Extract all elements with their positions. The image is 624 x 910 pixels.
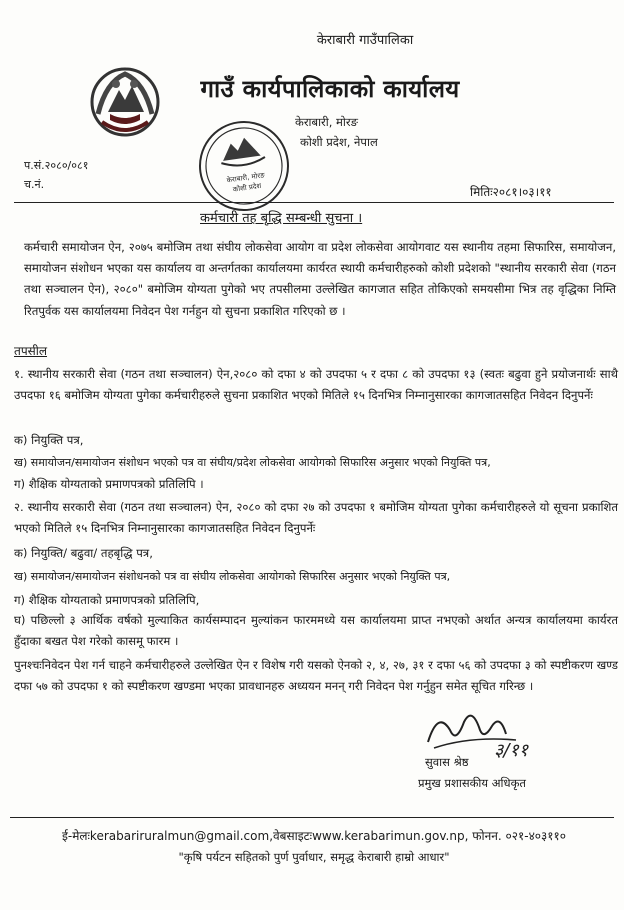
- section-1-item: ग) शैक्षिक योग्यताको प्रमाणपत्रको प्रतिलिपि ।: [14, 477, 204, 491]
- section-1-item: ख) समायोजन/समायोजन संशोधन भएको पत्र वा संघीय/प्रदेश लोकसेवा आयोगको सिफारिस अनुसार भएको नियुक्ति पत्र,: [14, 456, 491, 469]
- nepal-emblem-logo: [86, 62, 164, 140]
- signatory-title: प्रमुख प्रशासकीय अधिकृत: [418, 776, 526, 790]
- intro-paragraph: कर्मचारी समायोजन ऐन, २०७५ बमोजिम तथा संघीय लोकसेवा आयोग वा प्रदेश लोकसेवा आयोगवाट यस स्थानीय तहमा सिफारिस, समायोजन, समायोजन संशोधन भएका यस कार्यालय वा अन्तर्गतका कार्यालयमा कार्यरत स्थायी कर्मचारीहरुको कोशी प्रदेशको "स्थानीय सरकारी सेवा (गठन तथा सञ्चालन ऐन), २०८०" बमोजिम योग्यता पुगेको भए तपसीलमा उल्लेखित कागजात सहित तोकिएको समयसीमा भित्र तह वृद्धिका निम्ति रितपुर्वक यस कार्यालयमा निवेदन पेश गर्नहुन यो सुचना प्रकाशित गरिएको छ ।: [24, 240, 616, 318]
- address-line-1: केराबारी, मोरङ: [295, 115, 358, 129]
- section-2-item: घ) पछिल्लो ३ आर्थिक वर्षको मुल्याकित कार्यसम्पादन मुल्यांकन फारममध्ये यस कार्यालयमा प्राप्त नभएको अर्थात अन्यत्र कार्यालयमा कार्यरत हुँदाका बखत पेश गरेको कासमू फारम ।: [14, 613, 618, 649]
- section-2-item: ग) शैक्षिक योग्यताको प्रमाणपत्रको प्रतिलिपि,: [14, 593, 200, 607]
- svg-text:३/११: ३/११: [494, 740, 529, 760]
- svg-text:केराबारी, मोरङ: केराबारी, मोरङ: [226, 171, 266, 185]
- signature-image: [420, 700, 540, 760]
- office-stamp: [190, 112, 298, 220]
- municipality-name: केराबारी गाउँपालिका: [316, 33, 414, 48]
- section-2-item: क) नियुक्ति/ बढुवा/ तहबृद्धि पत्र,: [14, 546, 153, 560]
- footer-contact: ई-मेलःkerabariruralmun@gmail.com,वेबसाइटःwww.kerabarimun.gov.np, फोनन. ०२१-४०३११०: [61, 829, 567, 843]
- section-1-item: क) नियुक्ति पत्र,: [14, 433, 84, 447]
- section-2-text: २. स्थानीय सरकारी सेवा (गठन तथा सञ्चालन) ऐन, २०८० को दफा २७ को उपदफा १ बमोजिम योग्यता पुगेका कर्मचारीहरुले यो सूचना प्रकाशित भएको मितिले १५ दिनभित्र निम्नानुसारका कागजातसहित निवेदन दिनुपर्नेः: [14, 500, 618, 536]
- dispatch-number: च.नं.: [24, 178, 45, 191]
- details-heading: तपसील: [14, 344, 48, 358]
- office-title: गाउँ कार्यपालिकाको कार्यालय: [200, 75, 460, 103]
- signatory-name: सुवास श्रेष्ठ: [425, 755, 469, 769]
- footer-divider: [10, 817, 614, 818]
- address-line-2: कोशी प्रदेश, नेपाल: [300, 135, 378, 149]
- notice-subject: कर्मचारी तह बृद्धि सम्बन्धी सुचना ।: [200, 211, 363, 226]
- note-paragraph: पुनश्चःनिवेदन पेश गर्न चाहने कर्मचारीहरुले उल्लेखित ऐन र विशेष गरी यसको ऐनको २, ४, २७, ३१ र दफा ५६ को उपदफा ३ को स्पष्टीकरण खण्ड दफा ५७ को उपदफा १ को स्पष्टीकरण खण्डमा भएका प्रावधानहरु अध्ययन मनन् गरी निवेदन पेश गर्नुहुन समेत सूचित गरिन्छ ।: [14, 658, 618, 694]
- svg-text:कोशी प्रदेश: कोशी प्रदेश: [232, 181, 262, 194]
- letter-date: मितिः२०८१।०३।११: [470, 185, 552, 199]
- section-2-item: ख) समायोजन/समायोजन संशोधनको पत्र वा संघीय लोकसेवा आयोगको सिफारिस अनुसार भएको नियुक्ति पत्र,: [14, 570, 451, 583]
- footer-slogan: "कृषि पर्यटन सहितको पुर्ण पुर्वाधार, समृद्ध केराबारी हाम्रो आधार": [178, 850, 450, 864]
- letter-number: प.सं.२०८०/०८१: [24, 159, 89, 172]
- section-1-text: १. स्थानीय सरकारी सेवा (गठन तथा सञ्चालन) ऐन,२०८० को दफा ४ को उपदफा ५ र दफा ८ को उपदफा १३ (स्वतः बढुवा हुने प्रयोजनार्थः साथै उपदफा १६ बमोजिम योग्यता पुगेका कर्मचारीहरुले सुचना प्रकाशित भएको मितिले १५ दिनभित्र निम्नानुसारका कागजातसहित निवेदन दिनुपर्नेः: [14, 367, 618, 403]
- header-divider: [14, 202, 614, 203]
